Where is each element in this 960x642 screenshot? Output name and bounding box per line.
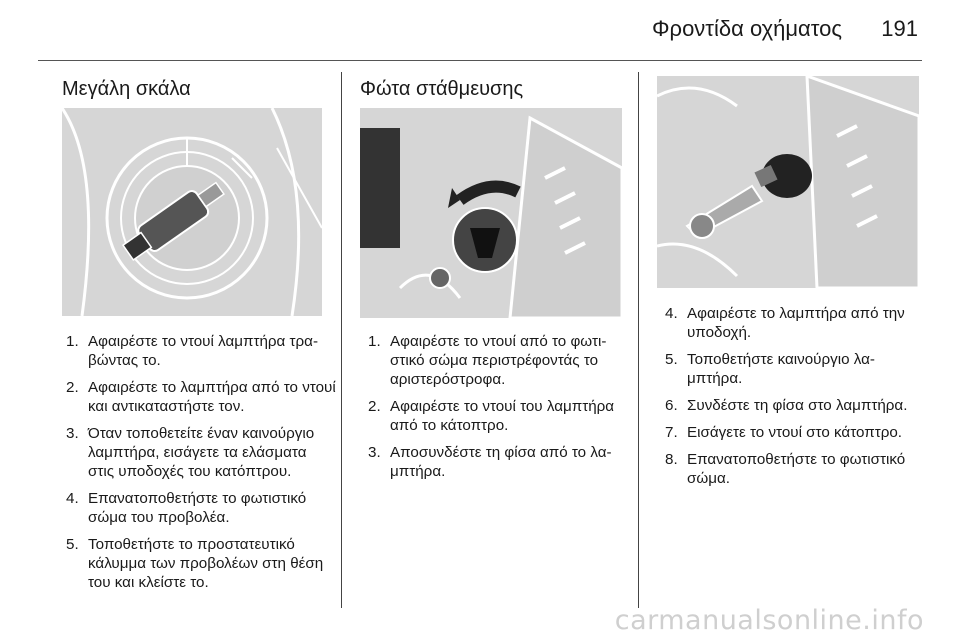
bulb-removal-illustration — [657, 76, 919, 288]
column-divider-1 — [341, 72, 342, 608]
section-title-parking-lights: Φώτα στάθμευσης — [360, 78, 524, 100]
list-item: 1. Αφαιρέστε το ντουί από το φωτι-στικό σώμα περιστρέφοντάς το αριστερόστροφα. — [368, 333, 607, 388]
list-item: 3. Αποσυνδέστε τη φίσα από το λα-μπτήρα. — [368, 444, 612, 480]
steps-parking-lights-continued — [665, 304, 927, 496]
list-item: 7. Εισάγετε το ντουί στο κάτοπτρο. — [665, 424, 902, 441]
page-header — [0, 0, 960, 60]
list-item: 6. Συνδέστε τη φίσα στο λαμπτήρα. — [665, 397, 908, 414]
figure-parking-bulb-removal — [657, 76, 919, 288]
figure-high-beam-bulb — [62, 108, 322, 316]
list-item: 4. Αφαιρέστε το λαμπτήρα από την υποδοχή. — [665, 305, 905, 341]
list-item: 5. Τοποθετήστε το προστατευτικό κάλυμμα των προβολέων στη θέση του και κλείστε το. — [66, 536, 324, 591]
watermark: carmanualsonline.info — [614, 605, 924, 636]
section-title-high-beam: Μεγάλη σκάλα — [62, 78, 191, 100]
header-divider — [38, 60, 922, 61]
header-title: Φροντίδα οχήματος — [652, 16, 842, 41]
high-beam-illustration — [62, 108, 322, 316]
list-item: 8. Επανατοποθετήστε το φωτιστικό σώμα. — [665, 451, 906, 487]
list-item: 1. Αφαιρέστε το ντουί λαμπτήρα τρα-βώντας το. — [66, 333, 319, 369]
page-number: 191 — [881, 16, 918, 41]
list-item: 3. Όταν τοποθετείτε έναν καινούργιο λαμπτήρα, εισάγετε τα ελάσματα στις υποδοχές του κατόπτρου. — [66, 425, 315, 480]
parking-light-illustration — [360, 108, 622, 318]
steps-parking-lights — [368, 332, 630, 489]
list-item: 2. Αφαιρέστε το ντουί του λαμπτήρα από το κάτοπτρο. — [368, 398, 615, 434]
list-item: 2. Αφαιρέστε το λαμπτήρα από το ντουί και αντικαταστήστε τον. — [66, 379, 336, 415]
list-item: 4. Επανατοποθετήστε το φωτιστικό σώμα του προβολέα. — [66, 490, 307, 526]
column-divider-2 — [638, 72, 639, 608]
list-item: 5. Τοποθετήστε καινούργιο λα-μπτήρα. — [665, 351, 875, 387]
steps-high-beam — [66, 332, 336, 600]
figure-parking-light-socket — [360, 108, 622, 318]
